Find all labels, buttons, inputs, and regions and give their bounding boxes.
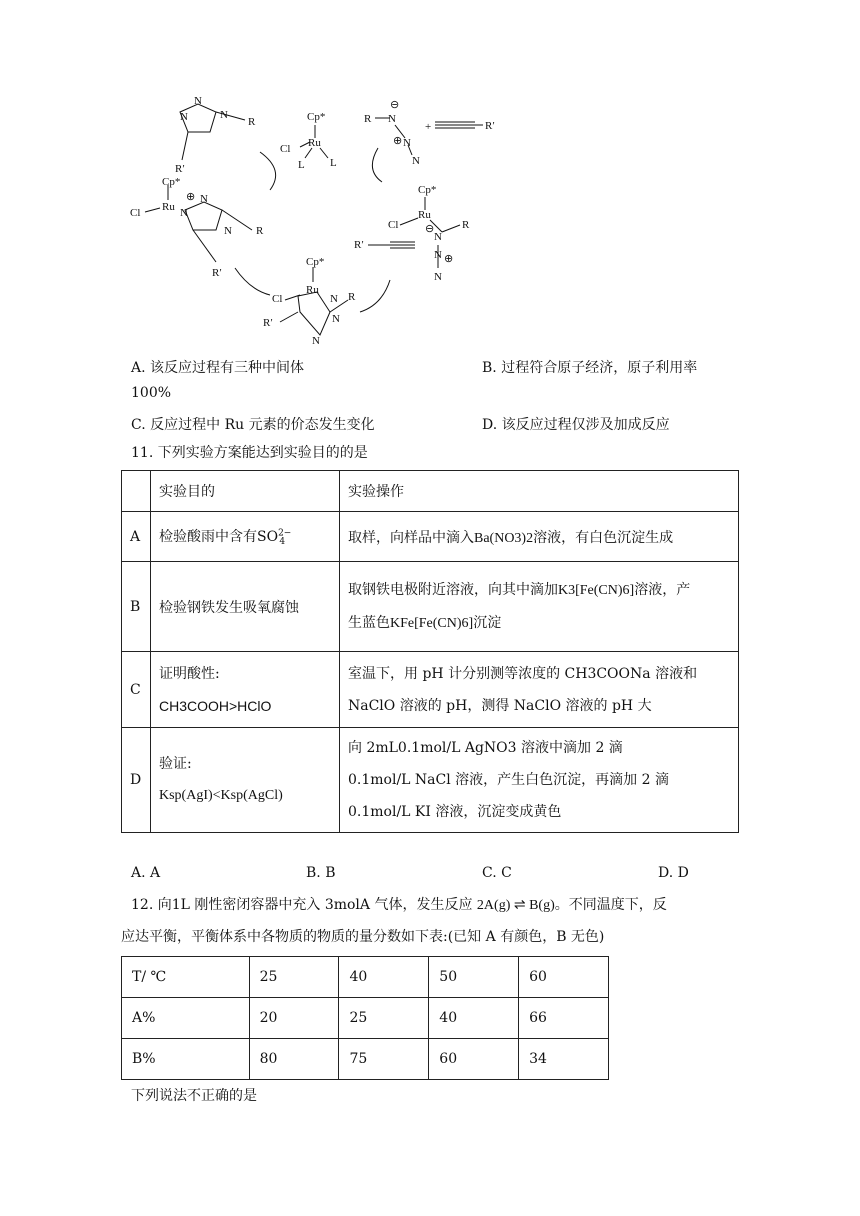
label-n5: N [403,137,411,149]
label-cl-4: Cl [272,293,283,305]
label-cl-2: Cl [130,207,141,219]
label-minus-2: ⊖ [425,223,435,235]
q12-row-a: A% 20 25 40 66 [122,998,609,1039]
label-n1: N [180,111,188,123]
label-plus: + [425,121,432,133]
label-cp-1: Cp* [307,111,326,123]
label-pos-2: ⊕ [186,191,196,203]
label-ru-1: Ru [308,137,321,149]
label-n6: N [412,155,420,167]
label-l-2: L [330,157,337,169]
label-pos-1: ⊕ [393,135,403,147]
q11-row-c-key: C [122,652,151,728]
label-cp-3: Cp* [418,184,437,196]
q11-row-c-purpose: 证明酸性: CH3COOH>HClO [151,652,340,728]
q11-row-b-purpose: 检验钢铁发生吸氧腐蚀 [151,562,340,652]
label-n8: N [200,193,208,205]
q10-option-d: D. 该反应过程仅涉及加成反应 [482,417,670,433]
label-n11: N [434,249,442,261]
label-r-2: R [364,113,372,125]
q11-option-d: D. D [658,865,689,881]
catalytic-cycle-diagram [120,90,540,350]
metallacycle-ring [298,292,330,335]
label-r-4: R [462,219,470,231]
q10-option-a: A. 该反应过程有三种中间体 [131,360,305,376]
q11-header-purpose: 实验目的 [151,471,340,512]
label-r-1: R [248,116,256,128]
label-cl-3: Cl [388,219,399,231]
q10-option-c: C. 反应过程中 Ru 元素的价态发生变化 [131,417,375,433]
q11-row-a-purpose: 检验酸雨中含有$SO^{2-}_4$ [151,512,340,562]
label-rp-3: R′ [212,267,222,279]
q12-row-temp: T/ ℃ 25 40 50 60 [122,957,609,998]
label-rp-5: R′ [263,317,273,329]
reaction-equation: 2A(g) ⇌ B(g) [476,898,555,913]
label-n10: N [434,231,442,243]
q11-header-operation: 实验操作 [340,471,739,512]
label-n4: N [388,113,396,125]
q12-after: 下列说法不正确的是 [131,1088,257,1104]
q12-row-b: B% 80 75 60 34 [122,1039,609,1080]
label-pos-3: ⊕ [444,253,454,265]
q12-stem-line1: 12. 向1L 刚性密闭容器中充入 3molA 气体，发生反应 2A(g) ⇌ B(g)。不同温度下，反 [131,897,667,913]
label-ru-4: Ru [306,284,319,296]
label-ru-3: Ru [418,209,431,221]
barium-nitrate-formula: Ba(NO3)2 [474,530,534,546]
label-rp-1: R′ [175,163,185,175]
label-n13: N [330,293,338,305]
q11-row-b-key: B [122,562,151,652]
label-n14: N [332,313,340,325]
label-r-3: R [256,225,264,237]
q11-row-d-purpose: 验证: Ksp(AgI)<Ksp(AgCl) [151,728,340,833]
q11-table [121,470,739,833]
q11-option-c: C. C [482,865,512,881]
label-rp-2: R′ [485,120,495,132]
cycle-arrow-bottom-left [235,268,270,295]
q10-option-b: B. 过程符合原子经济，原子利用率 [482,360,698,376]
label-n9: N [224,225,232,237]
label-minus-1: ⊖ [390,99,400,111]
label-n3: N [220,109,228,121]
q10-option-b-cont: 100% [131,385,172,401]
label-cp-2: Cp* [162,176,181,188]
label-n2: N [194,95,202,107]
label-cp-4: Cp* [306,256,325,268]
label-rp-4: R′ [354,239,364,251]
q12-stem-line2: 应达平衡，平衡体系中各物质的物质的量分数如下表:(已知 A 有颜色，B 无色) [121,929,605,945]
label-r-5: R [348,291,356,303]
q11-row-b-operation: 取钢铁电极附近溶液，向其中滴加K3[Fe(CN)6]溶液，产 生蓝色KFe[Fe(CN)6]沉淀 [340,562,739,652]
q12-table [121,956,609,1080]
cycle-arrow-bottom-right [360,280,390,312]
q11-row-a-operation: 取样，向样品中滴入Ba(NO3)2溶液，有白色沉淀生成 [340,512,739,562]
q11-option-a: A. A [131,865,161,881]
label-n7: N [180,207,188,219]
q11-option-b: B. B [306,865,336,881]
q11-row-d-key: D [122,728,151,833]
label-n15: N [312,335,320,347]
label-ru-2: Ru [162,201,175,213]
q11-row-d-operation: 向 2mL0.1mol/L AgNO3 溶液中滴加 2 滴 0.1mol/L NaCl 溶液，产生白色沉淀，再滴加 2 滴 0.1mol/L KI 溶液，沉淀变成黄色 [340,728,739,833]
sulfate-formula: $SO^{2-}_4$ [257,527,292,548]
q11-row-c-operation: 室温下，用 pH 计分别测等浓度的 CH3COONa 溶液和 NaClO 溶液的 pH，测得 NaClO 溶液的 pH 大 [340,652,739,728]
q11-stem: 11. 下列实验方案能达到实验目的的是 [131,445,368,461]
label-cl-1: Cl [280,143,291,155]
q11-row-a-key: A [122,512,151,562]
q11-row-a [122,512,739,562]
cycle-arrow-top-right [372,148,382,182]
q11-row-d [122,728,739,833]
q11-header-row [122,471,739,512]
q11-row-c [122,652,739,728]
triazole-ring-left [185,202,222,230]
cycle-arrow-top-left [260,152,276,190]
label-l-1: L [298,159,305,171]
q11-row-b [122,562,739,652]
label-n12: N [434,271,442,283]
